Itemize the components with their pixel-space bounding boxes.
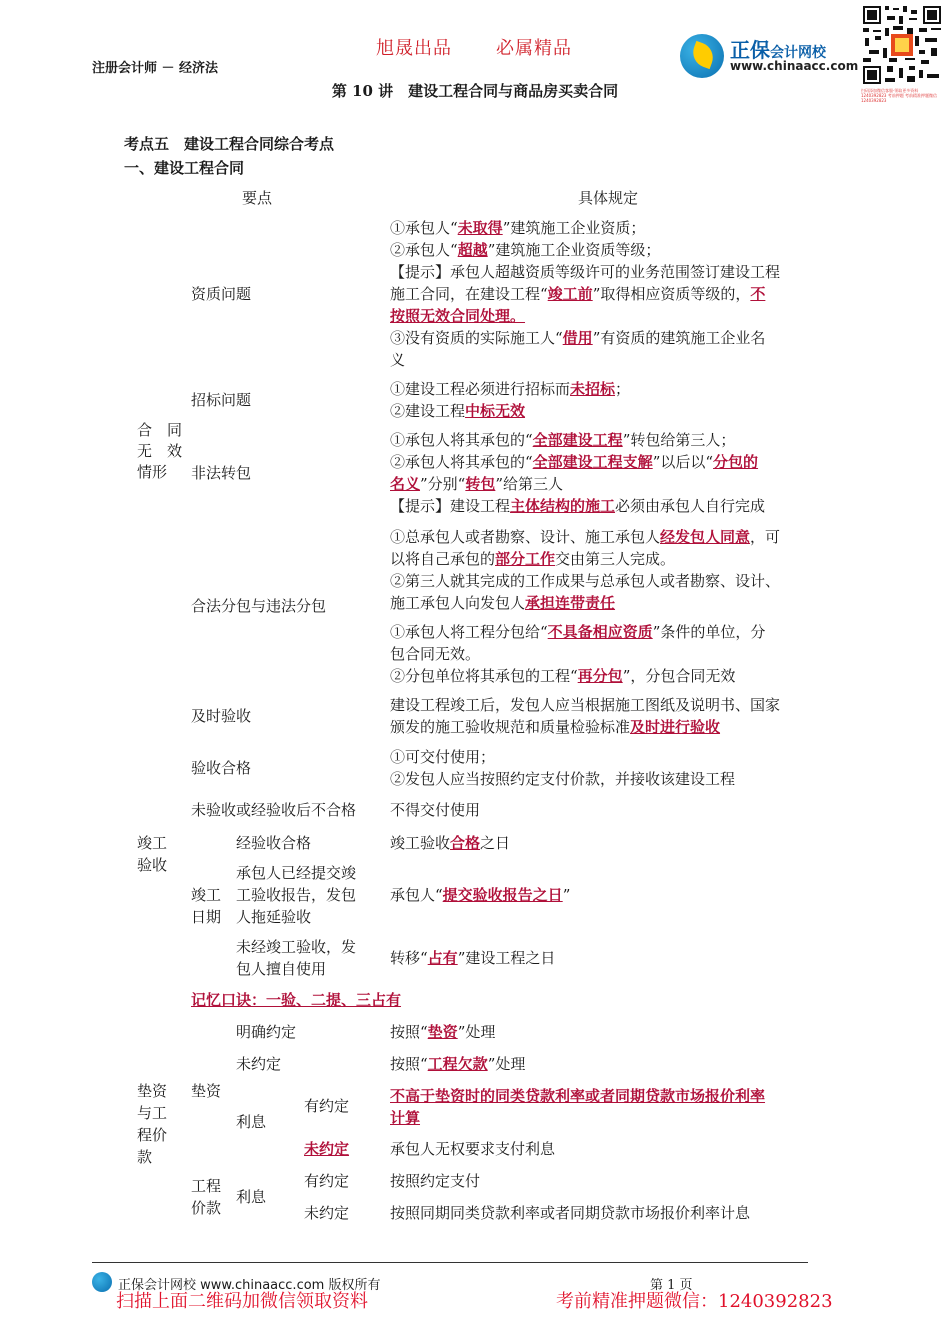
detail-date-used: 转移“占有”建设工程之日 [390,949,556,967]
page-number: 第 1 页 [650,1278,693,1293]
qual-line: 按照无效合同处理。 [390,307,526,325]
slogan-left: 旭晟出品 [376,38,452,59]
footer-logo-icon [92,1272,112,1292]
transfer-line: ①承包人将其承包的“全部建设工程”转包给第三人； [390,431,736,449]
key-date-passed: 经验收合格 [236,834,312,852]
detail-bidding [390,378,830,422]
key-subcontracting: 合法分包与违法分包 [191,597,327,615]
bid-line: ①建设工程必须进行招标而未招标； [390,380,631,398]
subcontract-line: ①承包人将工程分包给“不具备相应资质”条件的单位，分 [390,623,766,641]
detail-legal-subcontract [390,526,830,614]
transfer-line: 【提示】建设工程主体结构的施工必须由承包人自行完成 [390,497,766,515]
timely-line: 颁发的施工验收规范和质量检验标准及时进行验收 [390,718,721,736]
qual-line: ③没有资质的实际施工人“借用”有资质的建筑施工企业名 [390,329,766,347]
subcontract-line: ②分包单位将其承包的工程“再分包”，分包合同无效 [390,667,736,685]
header-key: 要点 [242,189,273,207]
logo-url: www.chinaacc.com [730,59,859,73]
qual-line: 义 [390,351,406,369]
qr-caption: 扫码添加微信客服·领取更多资料 1240392823 考前押题 考前精准押题微信 1240392823 [861,88,937,103]
key-timely-acceptance: 及时验收 [191,707,252,725]
mnemonic: 记忆口诀：一验、二提、三占有 [191,991,402,1009]
detail-price-agreed: 按照约定支付 [390,1172,481,1190]
key-advance-interest-none: 未约定 [304,1140,350,1158]
sub-title: 一、建设工程合同 [124,159,245,177]
qual-line: 【提示】承包人超越资质等级许可的业务范围签订建设工程 [390,263,781,281]
group-completion-acceptance: 竣工 验收 [137,834,168,874]
detail-advance-interest-none: 承包人无权要求支付利息 [390,1140,556,1158]
pass-line: ②发包人应当按照约定支付价款，并接收该建设工程 [390,770,736,788]
qual-line: ②承包人“超越”建筑施工企业资质等级； [390,241,661,259]
qual-line: 施工合同，在建设工程“竣工前”取得相应资质等级的，不 [390,285,766,303]
logo-brand: 正保会计网校 [730,38,826,62]
slogan [376,34,572,60]
chinaacc-logo [680,34,859,82]
qual-line: ①承包人“未取得”建筑施工企业资质； [390,219,646,237]
detail-qualification [390,217,830,371]
bid-line: ②建设工程中标无效 [390,402,526,420]
key-price-interest: 利息 [236,1188,267,1206]
key-not-accepted: 未验收或经验收后不合格 [191,801,357,819]
detail-date-delayed: 承包人“提交验收报告之日” [390,886,571,904]
transfer-line: ②承包人将其承包的“全部建设工程支解”以后以“分包的 [390,453,759,471]
subcontract-line: 以将自己承包的部分工作交由第三人完成。 [390,550,676,568]
detail-timely-acceptance [390,694,830,738]
interest-line: 计算 [390,1109,421,1127]
detail-not-accepted: 不得交付使用 [390,801,481,819]
promo-left: 扫描上面二维码加微信领取资料 [116,1291,368,1312]
group-invalid-contract: 合 同 无 效 情形 [137,421,183,481]
footer-copyright: 正保会计网校 www.chinaacc.com 版权所有 [118,1278,381,1293]
promo-right: 考前精准押题微信：1240392823 [556,1291,833,1312]
subcontract-line: 包合同无效。 [390,645,481,663]
key-qualification: 资质问题 [191,285,252,303]
group-advance: 垫资 [191,1082,222,1100]
key-illegal-transfer: 非法转包 [191,464,252,482]
detail-advance-not-agreed: 按照“工程欠款”处理 [390,1055,526,1073]
transfer-line: 名义”分别“转包”给第三人 [390,475,564,493]
key-price-agreed: 有约定 [304,1172,350,1190]
course-name: 注册会计师 － 经济法 [92,61,219,76]
subcontract-line: ②第三人就其完成的工作成果与总承包人或者勘察、设计、 [390,572,781,590]
section-title: 考点五 建设工程合同综合考点 [124,135,335,153]
key-advance-interest: 利息 [236,1113,267,1131]
lecture-title: 第 10 讲 建设工程合同与商品房买卖合同 [331,82,619,100]
qr-code-icon [861,4,943,86]
subcontract-line: 施工承包人向发包人承担连带责任 [390,594,616,612]
interest-line: 不高于垫资时的同类贷款利率或者同期贷款市场报价利率 [390,1087,766,1105]
detail-advance-agreed: 按照“垫资”处理 [390,1023,496,1041]
slogan-right: 必属精品 [496,38,572,59]
detail-advance-interest-agreed [390,1085,830,1129]
group-project-price: 工程 价款 [191,1177,222,1217]
detail-date-passed: 竣工验收合格之日 [390,834,511,852]
header-detail: 具体规定 [578,189,639,207]
detail-illegal-subcontract [390,621,830,687]
key-price-none: 未约定 [304,1204,350,1222]
key-advance-agreed: 明确约定 [236,1023,297,1041]
key-advance-interest-agreed: 有约定 [304,1097,350,1115]
pass-line: ①可交付使用； [390,748,496,766]
timely-line: 建设工程竣工后，发包人应当根据施工图纸及说明书、国家 [390,696,781,714]
key-date-used: 未经竣工验收，发 包人擅自使用 [236,938,357,978]
group-completion-date: 竣工 日期 [191,886,222,926]
detail-illegal-transfer [390,429,830,517]
subcontract-line: ①总承包人或者勘察、设计、施工承包人经发包人同意，可 [390,528,781,546]
detail-price-none: 按照同期同类贷款利率或者同期贷款市场报价利率计息 [390,1204,751,1222]
key-acceptance-passed: 验收合格 [191,759,252,777]
detail-acceptance-passed [390,746,830,790]
footer-divider [92,1262,808,1263]
key-date-delayed: 承包人已经提交竣 工验收报告，发包 人拖延验收 [236,864,357,926]
key-bidding: 招标问题 [191,391,252,409]
key-advance-not-agreed: 未约定 [236,1055,282,1073]
group-advance-and-price: 垫资 与工 程价 款 [137,1082,168,1166]
